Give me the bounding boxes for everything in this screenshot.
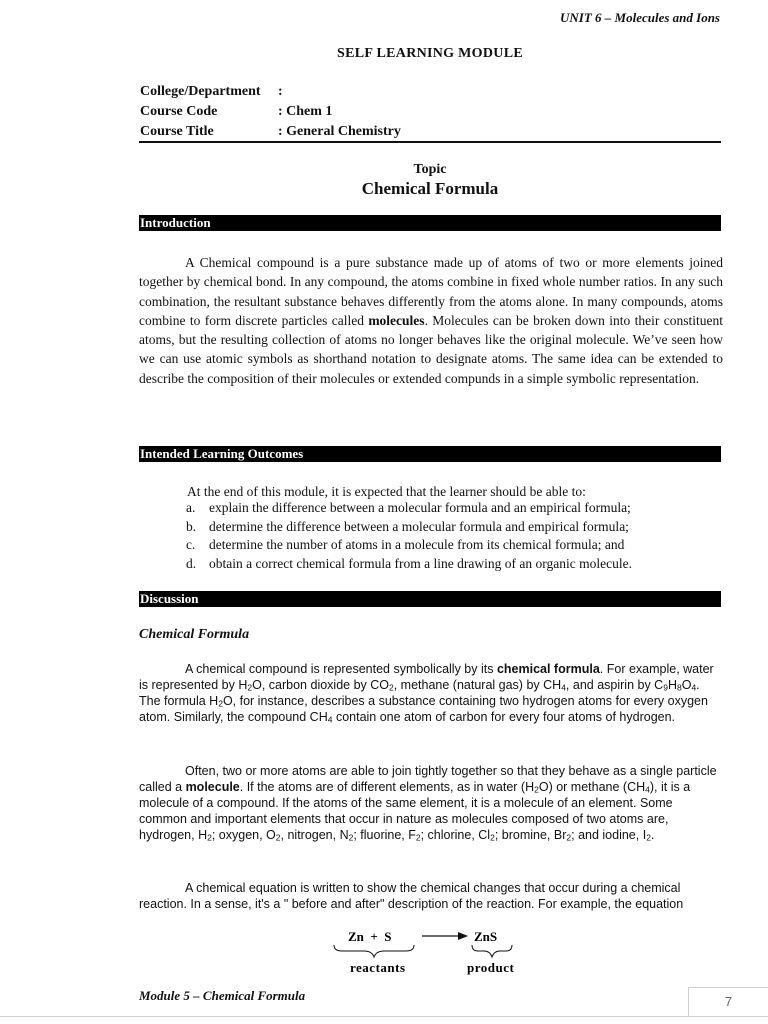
reactants-formula: Zn + S — [348, 929, 392, 944]
outcomes-list — [186, 499, 632, 573]
reactants-label: reactants — [350, 960, 406, 975]
college-row — [140, 84, 283, 100]
module-title: SELF LEARNING MODULE — [337, 46, 523, 61]
section-bar-introduction: Introduction — [139, 215, 721, 231]
course-code-row — [140, 104, 332, 120]
topic-title: Chemical Formula — [361, 179, 499, 198]
term-chemical-formula: chemical formula — [496, 662, 600, 676]
product-label: product — [467, 960, 515, 975]
unit-header: UNIT 6 – Molecules and Ions — [560, 10, 720, 25]
section-bar-discussion: Discussion — [139, 591, 721, 607]
subheading-chemical-formula: Chemical Formula — [139, 627, 250, 642]
product-brace — [472, 945, 512, 957]
course-title-value: : General Chemistry — [278, 124, 401, 139]
footer-module: Module 5 – Chemical Formula — [139, 988, 306, 1003]
term-molecule: molecule — [185, 780, 240, 794]
list-item: d. obtain a correct chemical formula from a line drawing of an organic molecule. — [186, 555, 632, 571]
discussion-paragraph-3: A chemical equation is written to show the chemical changes that occur during a chemical reaction. In a sense, it's a " before and after" description of the reaction. For example, the equation — [139, 881, 684, 911]
discussion-paragraph-2: Often, two or more atoms are able to join tightly together so that they behave as a single particle called a molecule. If the atoms are of different elements, as in water $(H_2O)$ or methane $(CH_4)$, it is a molecule of a compound. If the atoms of the same element, it is a molecule of an element. Some common and important elements that occur in nature as molecules composed of two atoms are, hydrogen, $H_2$; oxygen, $O_2$, nitrogen, $N_2$; fluorine, $F_2$; chlorine, $Cl_2$; bromine, $Br_2$; and iodine, $I_2$. — [139, 764, 717, 843]
section-bar-outcomes: Intended Learning Outcomes — [139, 446, 721, 462]
page-number: 7 — [688, 987, 768, 1017]
list-item: c. determine the number of atoms in a molecule from its chemical formula; and — [186, 537, 625, 553]
reaction-equation — [330, 925, 530, 980]
footer-line — [0, 1016, 768, 1017]
list-item: b. determine the difference between a molecular formula and empirical formula; — [186, 518, 629, 534]
college-value: : — [278, 84, 283, 99]
list-item: a. explain the difference between a molecular formula and an empirical formula; — [186, 500, 631, 515]
product-formula: ZnS — [474, 929, 498, 944]
course-title-label: Course Title — [140, 124, 214, 139]
course-code-value: : Chem 1 — [278, 104, 333, 119]
term-molecules: molecules — [368, 312, 425, 328]
course-code-label: Course Code — [140, 104, 218, 119]
topic-label: Topic — [413, 162, 447, 177]
discussion-paragraph-1: A chemical compound is represented symbolically by its chemical formula. For example, water is represented by $H_2O$, carbon dioxide by $CO_2$, methane (natural gas) by $CH_4$, and aspirin by $C_9H_8O_4$. The formula $H_2O$, for instance, describes a substance containing two hydrogen atoms for every oxygen atom. Similarly, the compound $CH_4$ contain one atom of carbon for every four atoms of hydrogen. — [139, 662, 714, 725]
college-label: College/Department — [140, 84, 261, 99]
course-title-row — [140, 124, 401, 140]
reactants-brace — [334, 945, 414, 957]
outcomes-intro: At the end of this module, it is expected that the learner should be able to: — [187, 484, 586, 499]
header-divider — [139, 141, 721, 143]
arrowhead-icon — [458, 932, 468, 940]
introduction-paragraph: A Chemical compound is a pure substance made up of atoms of two or more elements joined together by chemical bond. In any compound, the atoms combine in fixed whole number ratios. In any such combination, the resultant substance behaves differently from the atoms alone. In many compounds, atoms combine to form discrete particles called molecules. Molecules can be broken down into their constituent atoms, but the resulting collection of atoms no longer behaves like the original molecule. We’ve seen how we can use atomic symbols as shorthand notation to designate atoms. The same idea can be extended to describe the composition of their molecules or extended compunds in a simple symbolic representation. — [139, 255, 723, 386]
